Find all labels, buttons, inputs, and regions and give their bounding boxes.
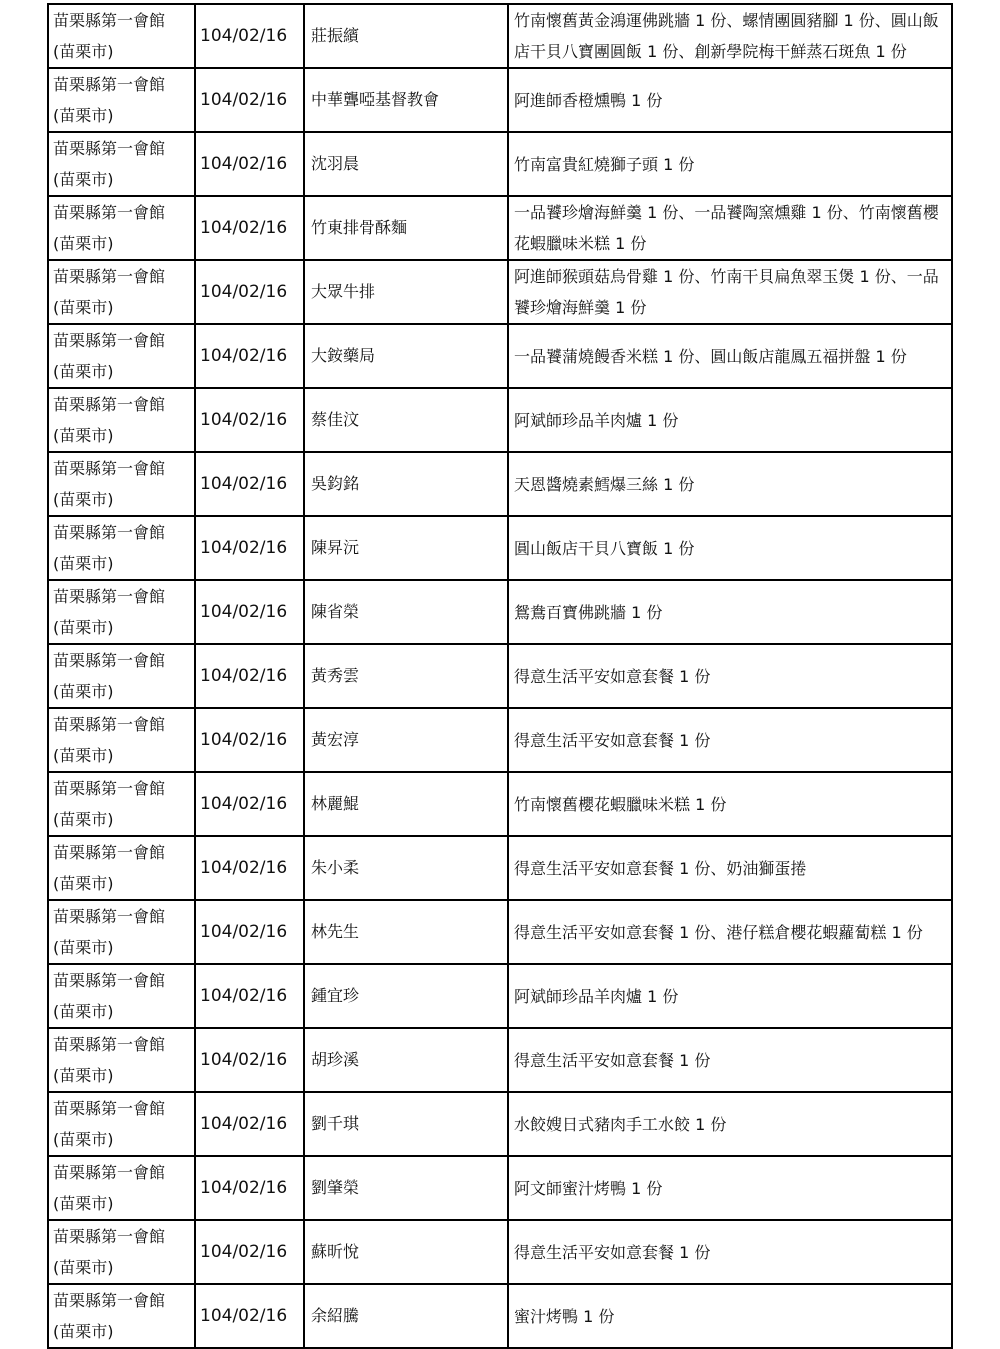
date-cell: 104/02/16 xyxy=(195,4,304,68)
venue-cell xyxy=(48,1156,195,1220)
table-row xyxy=(48,452,952,516)
donated-item-cell: 竹南懷舊櫻花蝦臘味米糕 1 份 xyxy=(508,772,952,836)
date-cell: 104/02/16 xyxy=(195,772,304,836)
venue-cell xyxy=(48,4,195,68)
donated-item-cell: 得意生活平安如意套餐 1 份、奶油獅蛋捲 xyxy=(508,836,952,900)
venue-name: 苗栗縣第一會館 xyxy=(53,75,166,94)
table-row xyxy=(48,1028,952,1092)
table-row xyxy=(48,260,952,324)
donated-item-cell: 圓山飯店干貝八寶飯 1 份 xyxy=(508,516,952,580)
date-cell: 104/02/16 xyxy=(195,1284,304,1348)
venue-name: 苗栗縣第一會館 xyxy=(53,331,166,350)
venue-cell xyxy=(48,452,195,516)
donor-name-cell: 竹東排骨酥麵 xyxy=(304,196,508,260)
venue-city: (苗栗市) xyxy=(53,554,114,573)
donated-item-cell: 阿進師猴頭菇烏骨雞 1 份、竹南干貝扁魚翠玉煲 1 份、一品饕珍燴海鮮羹 1 份 xyxy=(508,260,952,324)
venue-name: 苗栗縣第一會館 xyxy=(53,11,166,30)
venue-city: (苗栗市) xyxy=(53,426,114,445)
date-cell: 104/02/16 xyxy=(195,1092,304,1156)
venue-cell xyxy=(48,900,195,964)
venue-city: (苗栗市) xyxy=(53,746,114,765)
donor-name-cell: 劉千琪 xyxy=(304,1092,508,1156)
table-row xyxy=(48,900,952,964)
donor-name-cell: 朱小柔 xyxy=(304,836,508,900)
date-cell: 104/02/16 xyxy=(195,516,304,580)
table-row xyxy=(48,1156,952,1220)
venue-name: 苗栗縣第一會館 xyxy=(53,1227,166,1246)
donated-item-cell: 竹南懷舊黃金鴻運佛跳牆 1 份、螺情團圓豬腳 1 份、圓山飯店干貝八寶團圓飯 1 份、創新學院梅干鮮蒸石斑魚 1 份 xyxy=(508,4,952,68)
venue-city: (苗栗市) xyxy=(53,618,114,637)
venue-name: 苗栗縣第一會館 xyxy=(53,587,166,606)
venue-city: (苗栗市) xyxy=(53,810,114,829)
date-cell: 104/02/16 xyxy=(195,836,304,900)
table-row xyxy=(48,388,952,452)
donor-name-cell: 黃秀雲 xyxy=(304,644,508,708)
donor-name-cell: 鍾宜珍 xyxy=(304,964,508,1028)
venue-name: 苗栗縣第一會館 xyxy=(53,139,166,158)
venue-cell xyxy=(48,1028,195,1092)
table-row xyxy=(48,68,952,132)
table-row xyxy=(48,772,952,836)
table-body xyxy=(48,4,952,1348)
donor-name-cell: 黃宏淳 xyxy=(304,708,508,772)
venue-name: 苗栗縣第一會館 xyxy=(53,1035,166,1054)
venue-name: 苗栗縣第一會館 xyxy=(53,267,166,286)
table-row xyxy=(48,516,952,580)
donated-item-cell: 得意生活平安如意套餐 1 份 xyxy=(508,644,952,708)
venue-cell xyxy=(48,1092,195,1156)
venue-name: 苗栗縣第一會館 xyxy=(53,907,166,926)
venue-city: (苗栗市) xyxy=(53,298,114,317)
donated-item-cell: 阿進師香橙燻鴨 1 份 xyxy=(508,68,952,132)
donated-item-cell: 一品饕蒲燒饅香米糕 1 份、圓山飯店龍鳳五福拼盤 1 份 xyxy=(508,324,952,388)
table-row xyxy=(48,196,952,260)
venue-name: 苗栗縣第一會館 xyxy=(53,203,166,222)
date-cell: 104/02/16 xyxy=(195,1220,304,1284)
venue-cell xyxy=(48,388,195,452)
donated-item-cell: 蜜汁烤鴨 1 份 xyxy=(508,1284,952,1348)
venue-name: 苗栗縣第一會館 xyxy=(53,459,166,478)
donated-item-cell: 水餃嫂日式豬肉手工水餃 1 份 xyxy=(508,1092,952,1156)
date-cell: 104/02/16 xyxy=(195,196,304,260)
venue-cell xyxy=(48,836,195,900)
venue-city: (苗栗市) xyxy=(53,1002,114,1021)
donor-name-cell: 陳昇沅 xyxy=(304,516,508,580)
donated-item-cell: 得意生活平安如意套餐 1 份 xyxy=(508,1028,952,1092)
donor-name-cell: 余紹騰 xyxy=(304,1284,508,1348)
venue-name: 苗栗縣第一會館 xyxy=(53,395,166,414)
table-row xyxy=(48,708,952,772)
table-row xyxy=(48,580,952,644)
table-row xyxy=(48,1284,952,1348)
donated-item-cell: 竹南富貴紅燒獅子頭 1 份 xyxy=(508,132,952,196)
venue-name: 苗栗縣第一會館 xyxy=(53,715,166,734)
venue-city: (苗栗市) xyxy=(53,362,114,381)
table-row xyxy=(48,836,952,900)
venue-city: (苗栗市) xyxy=(53,682,114,701)
venue-city: (苗栗市) xyxy=(53,42,114,61)
venue-name: 苗栗縣第一會館 xyxy=(53,1291,166,1310)
donor-name-cell: 蔡佳汶 xyxy=(304,388,508,452)
venue-name: 苗栗縣第一會館 xyxy=(53,523,166,542)
donated-item-cell: 阿文師蜜汁烤鴨 1 份 xyxy=(508,1156,952,1220)
venue-name: 苗栗縣第一會館 xyxy=(53,843,166,862)
venue-cell xyxy=(48,964,195,1028)
donor-name-cell: 中華聾啞基督教會 xyxy=(304,68,508,132)
date-cell: 104/02/16 xyxy=(195,708,304,772)
donation-table xyxy=(47,3,953,1349)
venue-city: (苗栗市) xyxy=(53,1066,114,1085)
donor-name-cell: 林先生 xyxy=(304,900,508,964)
date-cell: 104/02/16 xyxy=(195,1028,304,1092)
venue-cell xyxy=(48,1220,195,1284)
date-cell: 104/02/16 xyxy=(195,964,304,1028)
venue-cell xyxy=(48,644,195,708)
date-cell: 104/02/16 xyxy=(195,452,304,516)
venue-name: 苗栗縣第一會館 xyxy=(53,1099,166,1118)
venue-city: (苗栗市) xyxy=(53,1130,114,1149)
donated-item-cell: 阿斌師珍品羊肉爐 1 份 xyxy=(508,388,952,452)
venue-name: 苗栗縣第一會館 xyxy=(53,971,166,990)
donated-item-cell: 得意生活平安如意套餐 1 份、港仔糕倉櫻花蝦蘿蔔糕 1 份 xyxy=(508,900,952,964)
venue-cell xyxy=(48,196,195,260)
venue-cell xyxy=(48,260,195,324)
venue-city: (苗栗市) xyxy=(53,106,114,125)
donor-name-cell: 吳鈞銘 xyxy=(304,452,508,516)
venue-city: (苗栗市) xyxy=(53,1194,114,1213)
venue-cell xyxy=(48,580,195,644)
date-cell: 104/02/16 xyxy=(195,580,304,644)
donor-name-cell: 莊振繽 xyxy=(304,4,508,68)
donor-name-cell: 大眾牛排 xyxy=(304,260,508,324)
donor-name-cell: 沈羽晨 xyxy=(304,132,508,196)
donor-name-cell: 林麗鯤 xyxy=(304,772,508,836)
donated-item-cell: 天恩醬燒素鱈爆三絲 1 份 xyxy=(508,452,952,516)
venue-cell xyxy=(48,1284,195,1348)
donor-name-cell: 陳省榮 xyxy=(304,580,508,644)
table-row xyxy=(48,964,952,1028)
donor-name-cell: 蘇昕悅 xyxy=(304,1220,508,1284)
table-row xyxy=(48,644,952,708)
donated-item-cell: 得意生活平安如意套餐 1 份 xyxy=(508,1220,952,1284)
venue-city: (苗栗市) xyxy=(53,170,114,189)
date-cell: 104/02/16 xyxy=(195,900,304,964)
date-cell: 104/02/16 xyxy=(195,132,304,196)
donor-name-cell: 劉肇榮 xyxy=(304,1156,508,1220)
table-row xyxy=(48,324,952,388)
date-cell: 104/02/16 xyxy=(195,68,304,132)
venue-cell xyxy=(48,324,195,388)
donated-item-cell: 鴛鴦百寶佛跳牆 1 份 xyxy=(508,580,952,644)
date-cell: 104/02/16 xyxy=(195,644,304,708)
table-row xyxy=(48,1220,952,1284)
venue-name: 苗栗縣第一會館 xyxy=(53,1163,166,1182)
date-cell: 104/02/16 xyxy=(195,388,304,452)
table-row xyxy=(48,1092,952,1156)
venue-cell xyxy=(48,516,195,580)
venue-cell xyxy=(48,68,195,132)
venue-city: (苗栗市) xyxy=(53,234,114,253)
venue-cell xyxy=(48,772,195,836)
table-row xyxy=(48,132,952,196)
venue-cell xyxy=(48,132,195,196)
donor-name-cell: 胡珍溪 xyxy=(304,1028,508,1092)
donated-item-cell: 阿斌師珍品羊肉爐 1 份 xyxy=(508,964,952,1028)
donated-item-cell: 得意生活平安如意套餐 1 份 xyxy=(508,708,952,772)
venue-city: (苗栗市) xyxy=(53,1258,114,1277)
venue-name: 苗栗縣第一會館 xyxy=(53,779,166,798)
venue-city: (苗栗市) xyxy=(53,938,114,957)
venue-cell xyxy=(48,708,195,772)
venue-city: (苗栗市) xyxy=(53,874,114,893)
venue-city: (苗栗市) xyxy=(53,1322,114,1341)
table-row xyxy=(48,4,952,68)
venue-name: 苗栗縣第一會館 xyxy=(53,651,166,670)
date-cell: 104/02/16 xyxy=(195,260,304,324)
date-cell: 104/02/16 xyxy=(195,324,304,388)
donor-name-cell: 大銨藥局 xyxy=(304,324,508,388)
date-cell: 104/02/16 xyxy=(195,1156,304,1220)
venue-city: (苗栗市) xyxy=(53,490,114,509)
donated-item-cell: 一品饕珍燴海鮮羹 1 份、一品饕陶窯燻雞 1 份、竹南懷舊櫻花蝦臘味米糕 1 份 xyxy=(508,196,952,260)
